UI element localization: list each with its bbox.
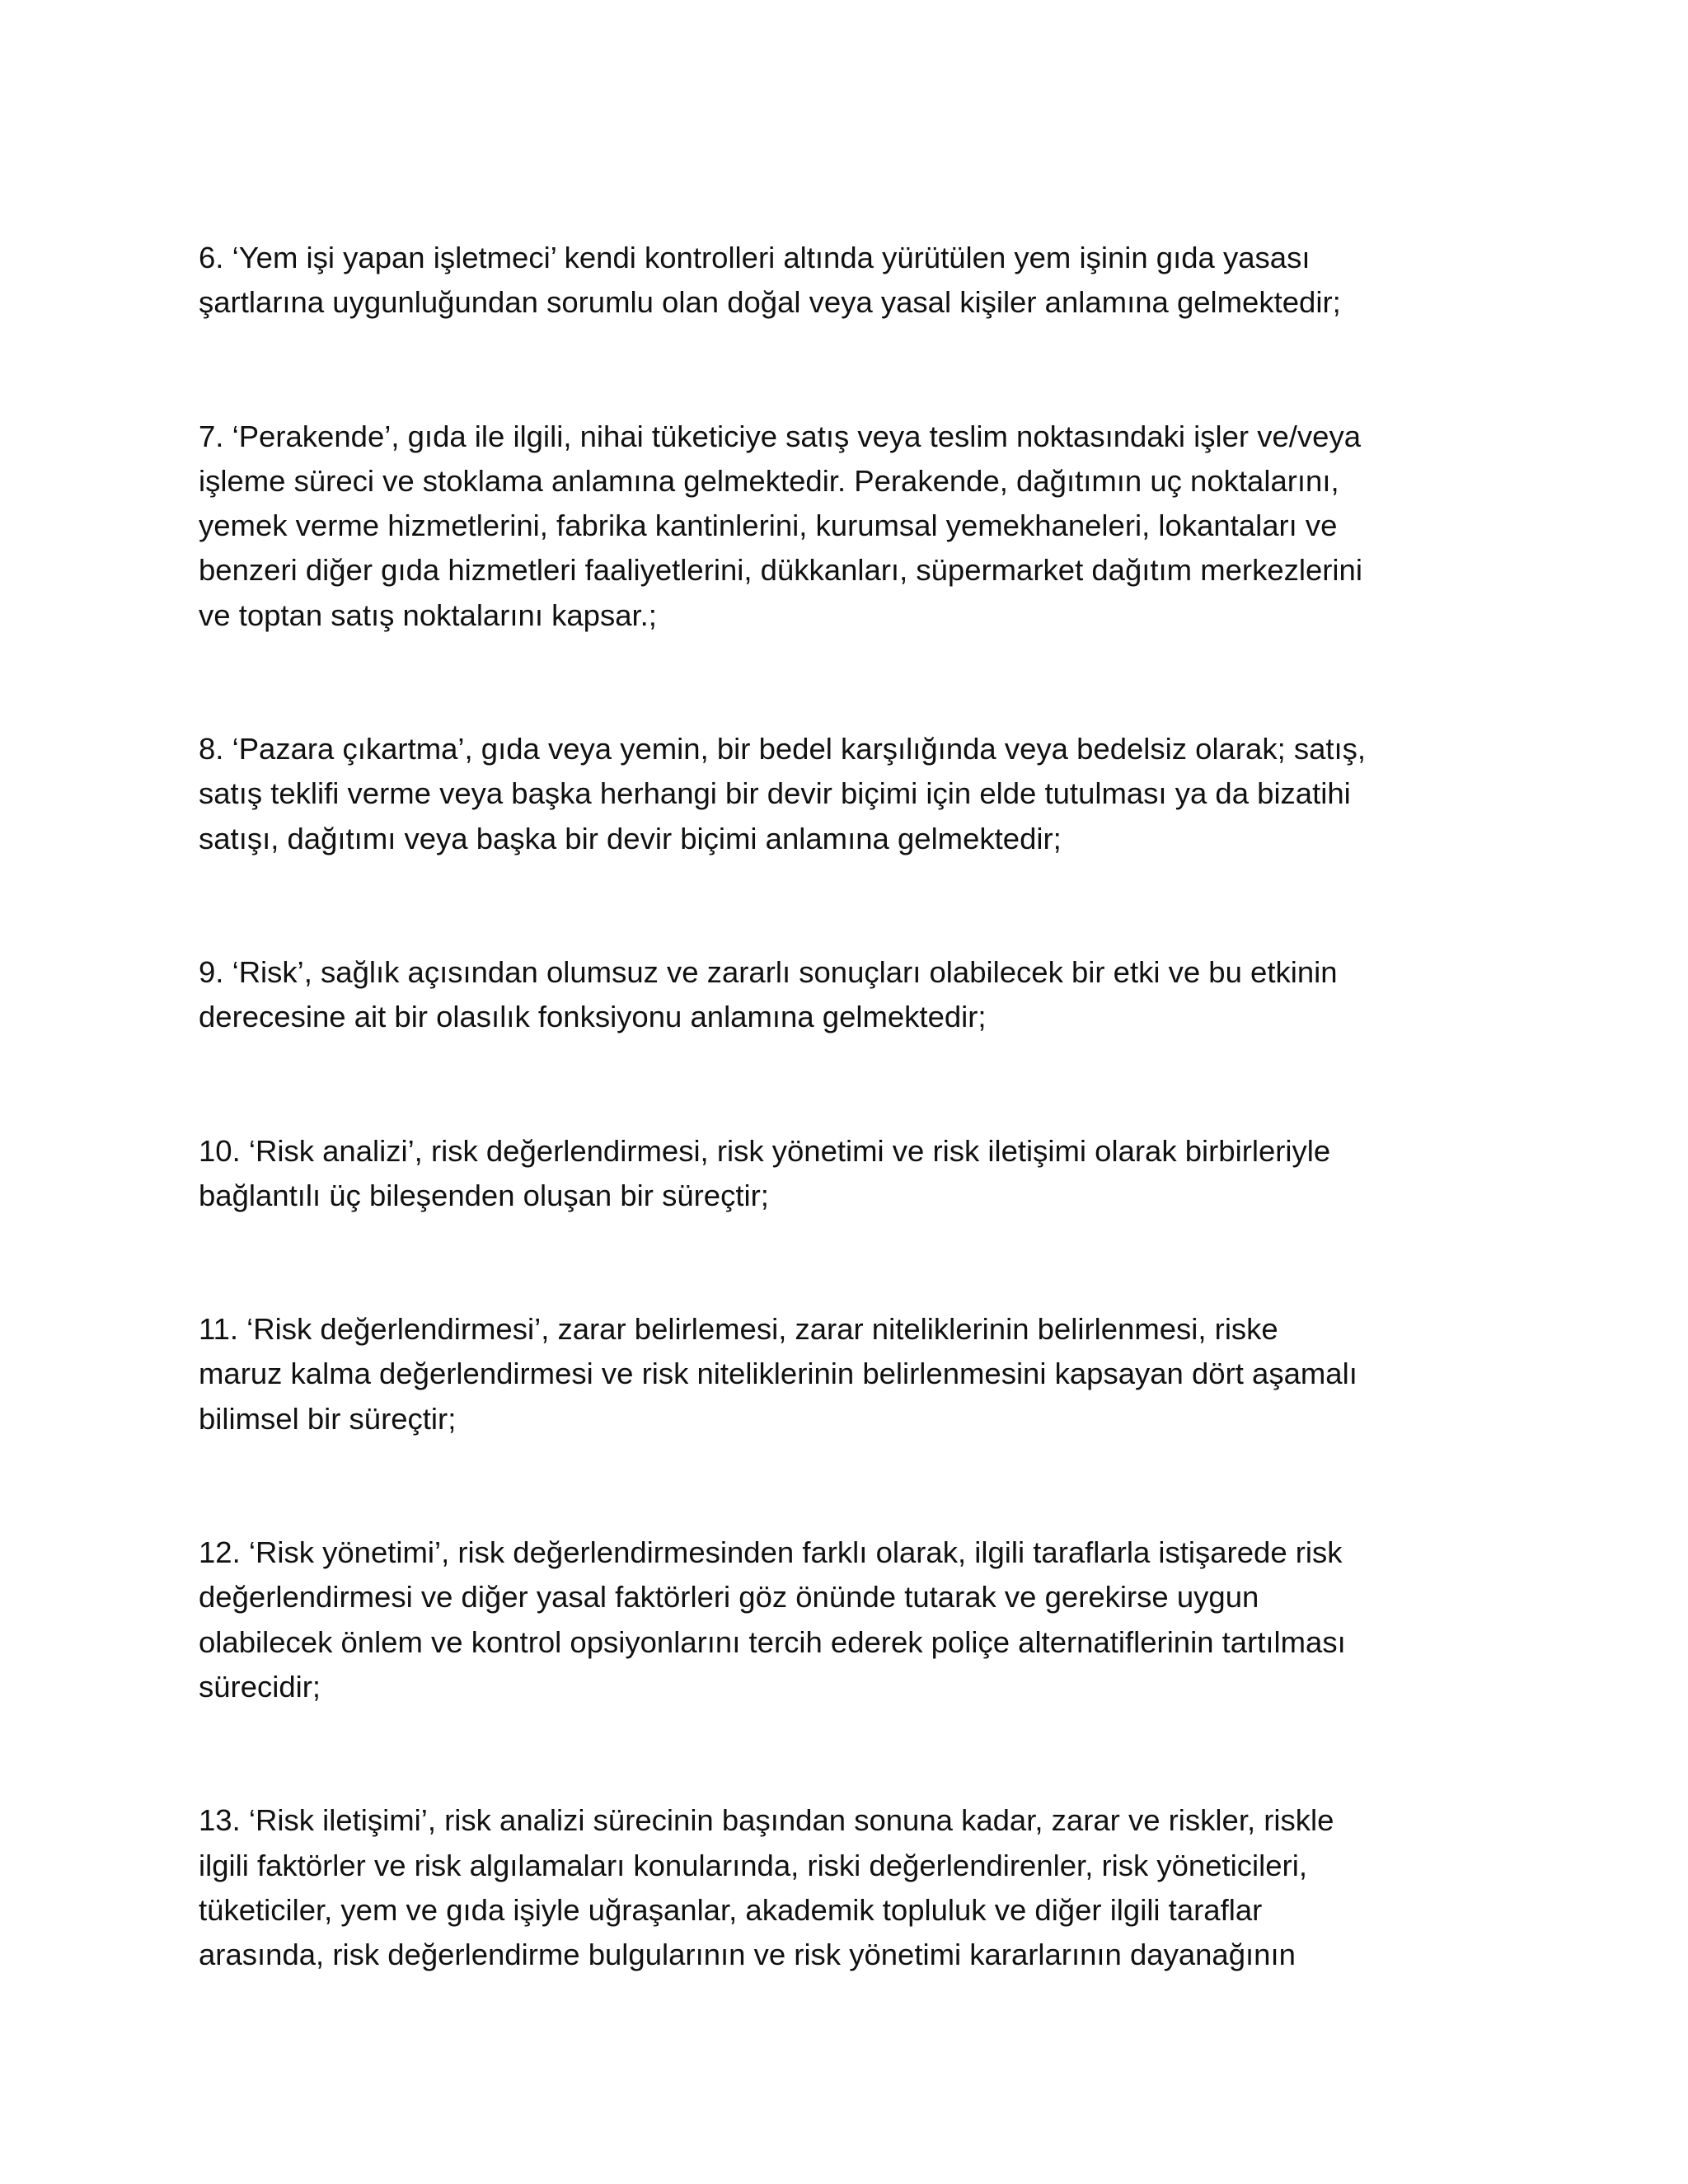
definitions-list bbox=[199, 236, 1501, 1977]
text-line: ilgili faktörler ve risk algılamaları konularında, riski değerlendirenler, risk yöneticileri, bbox=[199, 1848, 1307, 1882]
text-line: sürecidir; bbox=[199, 1669, 321, 1704]
text-line: olabilecek önlem ve kontrol opsiyonlarını tercih ederek poliçe alternatiflerinin tartılması bbox=[199, 1624, 1346, 1659]
text-line: 7. ‘Perakende’, gıda ile ilgili, nihai tüketiciye satış veya teslim noktasındaki işler ve/veya bbox=[199, 419, 1361, 453]
text-line: ve toptan satış noktalarını kapsar.; bbox=[199, 598, 657, 632]
text-line: işleme süreci ve stoklama anlamına gelmektedir. Perakende, dağıtımın uç noktalarını, bbox=[199, 463, 1339, 498]
definition-8 bbox=[199, 727, 1501, 861]
definition-10 bbox=[199, 1129, 1501, 1219]
text-line: maruz kalma değerlendirmesi ve risk niteliklerinin belirlenmesini kapsayan dört aşamalı bbox=[199, 1357, 1357, 1391]
text-line: derecesine ait bir olasılık fonksiyonu anlamına gelmektedir; bbox=[199, 1000, 987, 1034]
definition-9 bbox=[199, 950, 1501, 1040]
definition-12 bbox=[199, 1530, 1501, 1709]
text-line: 12. ‘Risk yönetimi’, risk değerlendirmesinden farklı olarak, ilgili taraflarla istişarede risk bbox=[199, 1535, 1343, 1570]
text-line: bilimsel bir süreçtir; bbox=[199, 1401, 457, 1436]
text-line: arasında, risk değerlendirme bulgularının ve risk yönetimi kararlarının dayanağının bbox=[199, 1938, 1296, 1972]
text-line: şartlarına uygunluğundan sorumlu olan doğal veya yasal kişiler anlamına gelmektedir; bbox=[199, 285, 1341, 320]
text-line: satış teklifi verme veya başka herhangi bir devir biçimi için elde tutulması ya da bizatihi bbox=[199, 776, 1351, 811]
definition-7 bbox=[199, 415, 1501, 638]
definition-11 bbox=[199, 1307, 1501, 1441]
text-line: 11. ‘Risk değerlendirmesi’, zarar belirlemesi, zarar niteliklerinin belirlenmesi, riske bbox=[199, 1312, 1278, 1347]
text-line: 6. ‘Yem işi yapan işletmeci’ kendi kontrolleri altında yürütülen yem işinin gıda yasası bbox=[199, 241, 1311, 274]
text-line: değerlendirmesi ve diğer yasal faktörleri göz önünde tutarak ve gerekirse uygun bbox=[199, 1580, 1259, 1615]
text-line: 10. ‘Risk analizi’, risk değerlendirmesi, risk yönetimi ve risk iletişimi olarak birbirleriyle bbox=[199, 1133, 1331, 1168]
text-line: bağlantılı üç bileşenden oluşan bir süreçtir; bbox=[199, 1178, 769, 1212]
text-line: yemek verme hizmetlerini, fabrika kantinlerini, kurumsal yemekhaneleri, lokantaları ve bbox=[199, 509, 1338, 543]
definition-6 bbox=[199, 236, 1501, 326]
text-line: benzeri diğer gıda hizmetleri faaliyetlerini, dükkanları, süpermarket dağıtım merkezlerini bbox=[199, 553, 1362, 588]
text-line: 9. ‘Risk’, sağlık açısından olumsuz ve zararlı sonuçları olabilecek bir etki ve bu etkinin bbox=[199, 954, 1338, 989]
text-line: tüketiciler, yem ve gıda işiyle uğraşanlar, akademik topluluk ve diğer ilgili taraflar bbox=[199, 1892, 1263, 1927]
text-line: satışı, dağıtımı veya başka bir devir biçimi anlamına gelmektedir; bbox=[199, 821, 1062, 855]
definition-13 bbox=[199, 1798, 1501, 1977]
text-line: 8. ‘Pazara çıkartma’, gıda veya yemin, bir bedel karşılığında veya bedelsiz olarak; satış, bbox=[199, 732, 1367, 766]
text-line: 13. ‘Risk iletişimi’, risk analizi sürecinin başından sonuna kadar, zarar ve riskler, riskle bbox=[199, 1803, 1334, 1838]
